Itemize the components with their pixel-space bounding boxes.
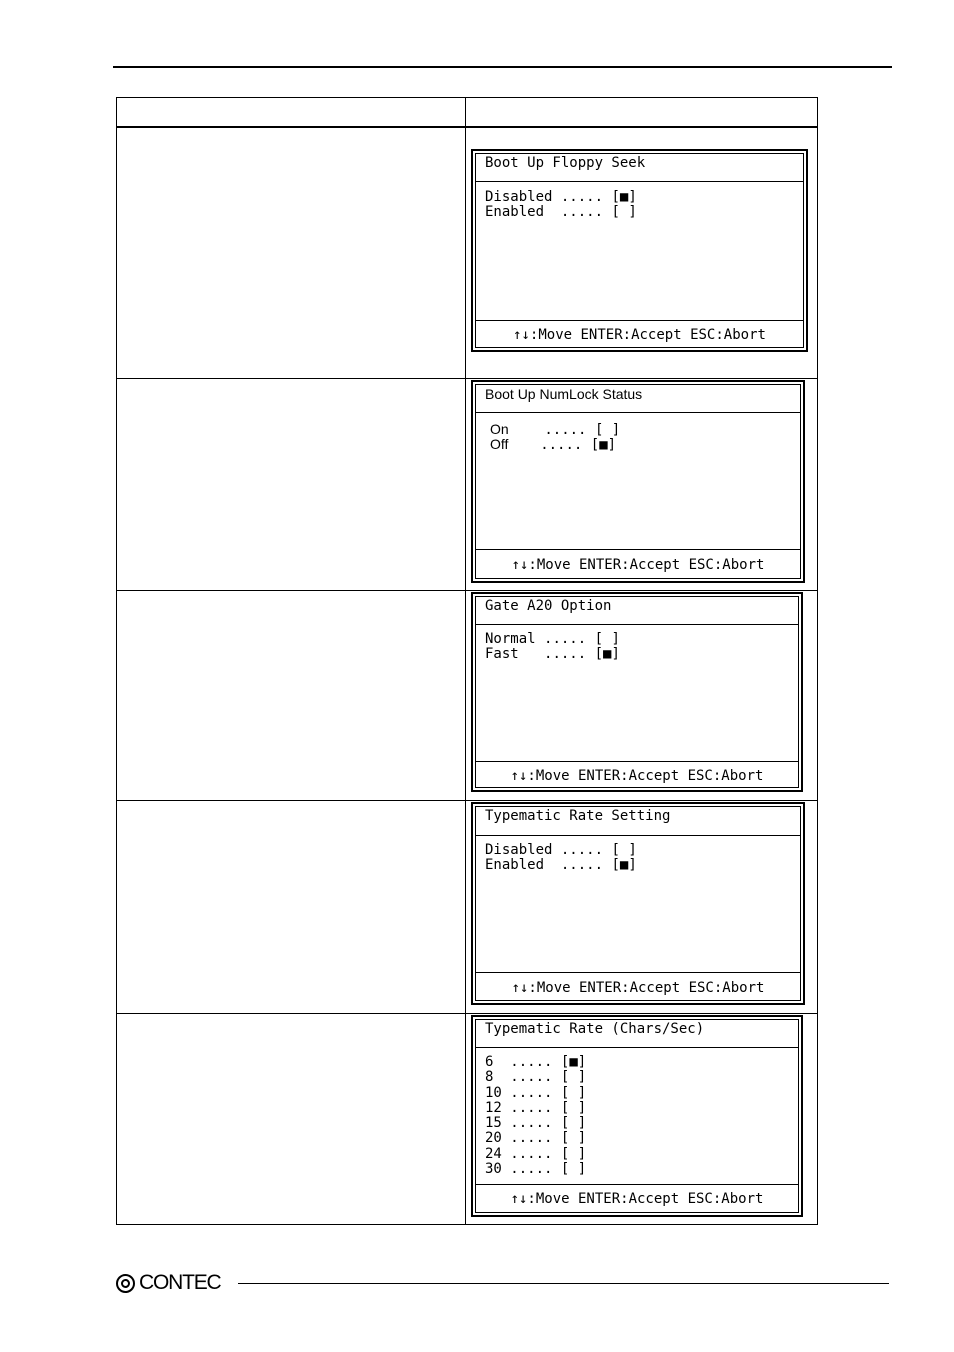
option-item[interactable] <box>485 1101 586 1116</box>
footer-rule <box>475 761 799 762</box>
dialog-footer-hint: ↑↓:Move ENTER:Accept ESC:Abort <box>510 1191 764 1207</box>
option-item[interactable] <box>485 205 637 220</box>
dialog-boot-up-numlock-status <box>471 380 805 583</box>
option-checkbox[interactable]: [ ] <box>560 1145 587 1162</box>
option-label: On <box>490 421 536 437</box>
option-dots: ..... <box>540 437 583 454</box>
dialog-title: Boot Up Floppy Seek <box>485 155 646 171</box>
option-dots: ..... <box>510 1161 553 1178</box>
option-list <box>485 1055 586 1177</box>
dialog-footer-hint: ↑↓:Move ENTER:Accept ESC:Abort <box>511 980 765 996</box>
option-item[interactable] <box>485 843 637 858</box>
row-divider <box>117 590 817 591</box>
dialog-footer-hint: ↑↓:Move ENTER:Accept ESC:Abort <box>513 327 766 343</box>
option-checkbox[interactable]: [ ] <box>560 1069 587 1086</box>
dialog-title: Typematic Rate (Chars/Sec) <box>485 1021 705 1037</box>
bottom-rule <box>238 1283 889 1284</box>
option-checkbox[interactable]: [ ] <box>611 842 637 858</box>
dialog-footer-hint: ↑↓:Move ENTER:Accept ESC:Abort <box>510 768 764 784</box>
option-item[interactable] <box>485 647 620 662</box>
option-list <box>490 422 620 453</box>
column-divider <box>465 98 466 1224</box>
option-dots: ..... <box>544 631 587 647</box>
option-item[interactable] <box>485 858 637 873</box>
option-checkbox[interactable]: [■] <box>594 646 620 663</box>
title-rule <box>475 181 804 182</box>
option-checkbox[interactable]: [■] <box>611 857 637 874</box>
option-dots: ..... <box>560 204 604 221</box>
option-checkbox[interactable]: [■] <box>590 437 617 454</box>
option-label: 6 <box>485 1054 502 1070</box>
option-checkbox[interactable]: [ ] <box>560 1130 587 1147</box>
option-label: Fast <box>485 646 536 663</box>
option-label: Normal <box>485 631 536 647</box>
option-checkbox[interactable]: [ ] <box>560 1161 587 1178</box>
dialog-title: Gate A20 Option <box>485 598 612 614</box>
option-item[interactable] <box>485 1055 586 1070</box>
dialog-gate-a20-option <box>471 592 803 792</box>
title-rule <box>475 412 801 413</box>
option-label: Enabled <box>485 204 553 221</box>
option-item[interactable] <box>490 422 620 437</box>
option-item[interactable] <box>485 1116 586 1131</box>
option-item[interactable] <box>485 1070 586 1085</box>
footer-rule <box>475 549 801 550</box>
option-list <box>485 843 637 874</box>
option-item[interactable] <box>490 437 620 452</box>
option-dots: ..... <box>510 1115 553 1132</box>
dialog-footer-hint: ↑↓:Move ENTER:Accept ESC:Abort <box>511 557 765 573</box>
dialog-typematic-rate-chars-sec <box>471 1015 803 1217</box>
option-list <box>485 632 620 663</box>
option-item[interactable] <box>485 632 620 647</box>
row-divider <box>117 378 817 379</box>
title-rule <box>475 1047 799 1048</box>
option-dots: ..... <box>560 189 604 205</box>
dialog-title: Boot Up NumLock Status <box>485 386 643 402</box>
option-label: 8 <box>485 1069 502 1086</box>
footer-rule <box>475 972 801 973</box>
title-rule <box>475 835 801 836</box>
option-dots: ..... <box>560 857 604 874</box>
option-list <box>485 190 637 221</box>
option-label: Off <box>490 436 532 453</box>
top-rule <box>113 66 892 68</box>
option-dots: ..... <box>560 842 604 858</box>
option-checkbox[interactable]: [■] <box>560 1054 587 1070</box>
contec-logo-text: CONTEC <box>139 1271 221 1294</box>
option-checkbox[interactable]: [ ] <box>560 1084 587 1101</box>
option-item[interactable] <box>485 1147 586 1162</box>
option-dots: ..... <box>510 1145 553 1162</box>
contec-logo-icon <box>116 1274 135 1293</box>
dialog-typematic-rate-setting <box>471 802 805 1005</box>
option-label: Enabled <box>485 857 553 874</box>
option-dots: ..... <box>510 1084 553 1101</box>
option-dots: ..... <box>544 646 587 663</box>
option-dots: ..... <box>510 1099 553 1116</box>
footer-rule <box>475 1184 799 1185</box>
option-item[interactable] <box>485 190 637 205</box>
dialog-title: Typematic Rate Setting <box>485 808 671 824</box>
option-dots: ..... <box>510 1130 553 1147</box>
footer-rule <box>475 320 804 321</box>
option-item[interactable] <box>485 1131 586 1146</box>
option-label: 30 <box>485 1161 502 1178</box>
row-divider <box>117 800 817 801</box>
option-label: 24 <box>485 1145 502 1162</box>
dialog-frame <box>475 153 804 348</box>
option-label: Disabled <box>485 189 553 205</box>
title-rule <box>475 624 799 625</box>
option-checkbox[interactable]: [ ] <box>594 422 621 438</box>
option-item[interactable] <box>485 1162 586 1177</box>
option-checkbox[interactable]: [ ] <box>594 631 620 647</box>
option-label: Disabled <box>485 842 553 858</box>
option-checkbox[interactable]: [ ] <box>560 1115 587 1132</box>
dialog-boot-up-floppy-seek <box>471 149 808 352</box>
option-dots: ..... <box>544 422 587 438</box>
table-header-rule <box>117 126 817 128</box>
option-label: 10 <box>485 1084 502 1101</box>
option-checkbox[interactable]: [■] <box>611 189 637 205</box>
option-label: 15 <box>485 1115 502 1132</box>
row-divider <box>117 1013 817 1014</box>
option-checkbox[interactable]: [ ] <box>560 1099 587 1116</box>
option-label: 12 <box>485 1099 502 1116</box>
contec-logo <box>116 1270 220 1296</box>
option-dots: ..... <box>510 1054 553 1070</box>
option-item[interactable] <box>485 1086 586 1101</box>
option-label: 20 <box>485 1130 502 1147</box>
option-checkbox[interactable]: [ ] <box>611 204 637 221</box>
option-dots: ..... <box>510 1069 553 1086</box>
